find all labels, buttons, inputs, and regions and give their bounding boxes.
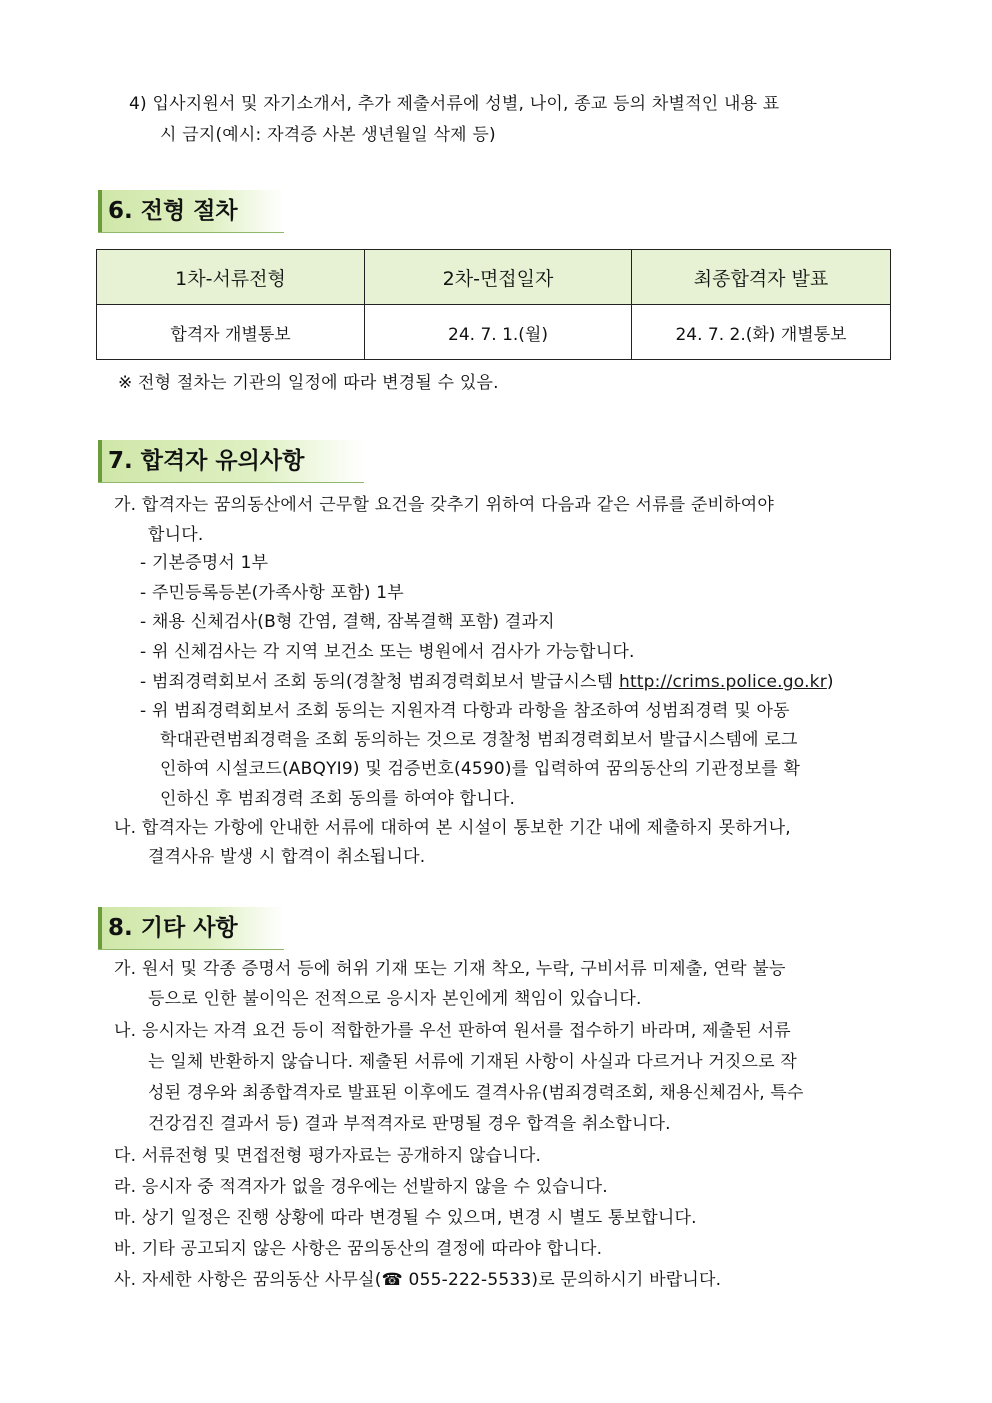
s8-na-line4: 건강검진 결과서 등) 결과 부적격자로 판명될 경우 합격을 취소합니다. bbox=[148, 1114, 671, 1134]
schedule-body-row bbox=[97, 305, 891, 360]
schedule-header-cell: 1차-서류전형 bbox=[97, 250, 365, 305]
s8-ba: 바. 기타 공고되지 않은 사항은 꿈의동산의 결정에 따라야 합니다. bbox=[114, 1239, 603, 1259]
s8-sa-suffix: )로 문의하시기 바랍니다. bbox=[531, 1270, 722, 1290]
intro-item-line2: 시 금지(예시: 자격증 사본 생년월일 삭제 등) bbox=[160, 125, 496, 145]
schedule-header-row bbox=[97, 250, 891, 305]
heading-accent-bar bbox=[98, 190, 102, 232]
s8-na-line1: 나. 응시자는 자격 요건 등이 적합한가를 우선 판하여 원서를 접수하기 바라며, 제출된 서류 bbox=[114, 1021, 791, 1041]
schedule-cell: 24. 7. 2.(화) 개별통보 bbox=[632, 305, 891, 360]
crims-link[interactable]: http://crims.police.go.kr bbox=[618, 672, 827, 692]
s8-ma: 마. 상기 일정은 진행 상황에 따라 변경될 수 있으며, 변경 시 별도 통보합니다. bbox=[114, 1208, 697, 1228]
s7-dash6-line4: 인하신 후 범죄경력 조회 동의를 하여야 합니다. bbox=[160, 789, 516, 809]
s8-ga-line2: 등으로 인한 불이익은 전적으로 응시자 본인에게 책임이 있습니다. bbox=[148, 989, 642, 1009]
s8-ga-line1: 가. 원서 및 각종 증명서 등에 허위 기재 또는 기재 착오, 누락, 구비서류 미제출, 연락 불능 bbox=[114, 959, 786, 979]
s7-dash6-line3: 인하여 시설코드(ABQYI9) 및 검증번호(4590)를 입력하여 꿈의동산의 기관정보를 확 bbox=[160, 759, 801, 779]
s7-na-line1: 나. 합격자는 가항에 안내한 서류에 대하여 본 시설이 통보한 기간 내에 제출하지 못하거나, bbox=[114, 818, 791, 838]
s7-ga-line1: 가. 합격자는 꿈의동산에서 근무할 요건을 갖추기 위하여 다음과 같은 서류를 준비하여야 bbox=[114, 495, 775, 515]
section6-title: 6. 전형 절차 bbox=[108, 198, 238, 224]
s7-dash1: - 기본증명서 1부 bbox=[140, 553, 269, 573]
s8-na-line3: 성된 경우와 최종합격자로 발표된 이후에도 결격사유(범죄경력조회, 채용신체검사, 특수 bbox=[148, 1083, 804, 1103]
s7-dash5-prefix: - 범죄경력회보서 조회 동의(경찰청 범죄경력회보서 발급시스템 bbox=[140, 672, 619, 692]
s7-dash4: - 위 신체검사는 각 지역 보건소 또는 병원에서 검사가 가능합니다. bbox=[140, 642, 635, 662]
schedule-cell: 24. 7. 1.(월) bbox=[365, 305, 632, 360]
s7-dash3: - 채용 신체검사(B형 간염, 결핵, 잠복결핵 포함) 결과지 bbox=[140, 612, 555, 632]
intro-item-line1: 4) 입사지원서 및 자기소개서, 추가 제출서류에 성별, 나이, 종교 등의 차별적인 내용 표 bbox=[129, 94, 780, 114]
section7-title: 7. 합격자 유의사항 bbox=[108, 448, 305, 474]
s8-ra: 라. 응시자 중 적격자가 없을 경우에는 선발하지 않을 수 있습니다. bbox=[114, 1177, 608, 1197]
s8-sa-phone: 055-222-5533 bbox=[402, 1270, 532, 1290]
s7-dash5 bbox=[140, 671, 834, 693]
s8-sa-prefix: 사. 자세한 사항은 꿈의동산 사무실( bbox=[114, 1270, 382, 1290]
s7-dash6-line1: - 위 범죄경력회보서 조회 동의는 지원자격 다항과 라항을 참조하여 성범죄경력 및 아동 bbox=[140, 701, 790, 721]
section6-heading bbox=[98, 190, 284, 233]
schedule-table bbox=[96, 249, 891, 360]
heading-accent-bar bbox=[98, 907, 102, 949]
section6-note: ※ 전형 절차는 기관의 일정에 따라 변경될 수 있음. bbox=[118, 373, 499, 393]
section7-heading bbox=[98, 440, 364, 483]
s8-sa bbox=[114, 1269, 721, 1291]
s7-dash2: - 주민등록등본(가족사항 포함) 1부 bbox=[140, 583, 404, 603]
section8-title: 8. 기타 사항 bbox=[108, 915, 238, 941]
schedule-cell: 합격자 개별통보 bbox=[97, 305, 365, 360]
s7-dash6-line2: 학대관련범죄경력을 조회 동의하는 것으로 경찰청 범죄경력회보서 발급시스템에 로그 bbox=[160, 730, 798, 750]
s7-na-line2: 결격사유 발생 시 합격이 취소됩니다. bbox=[148, 847, 426, 867]
s7-dash5-suffix: ) bbox=[826, 672, 834, 692]
section8-heading bbox=[98, 907, 284, 950]
schedule-header-cell: 최종합격자 발표 bbox=[632, 250, 891, 305]
s7-ga-line2: 합니다. bbox=[148, 525, 204, 545]
phone-icon: ☎ bbox=[381, 1270, 403, 1290]
schedule-header-cell: 2차-면접일자 bbox=[365, 250, 632, 305]
heading-accent-bar bbox=[98, 440, 102, 482]
s8-na-line2: 는 일체 반환하지 않습니다. 제출된 서류에 기재된 사항이 사실과 다르거나 거짓으로 작 bbox=[148, 1052, 798, 1072]
s8-da: 다. 서류전형 및 면접전형 평가자료는 공개하지 않습니다. bbox=[114, 1146, 542, 1166]
